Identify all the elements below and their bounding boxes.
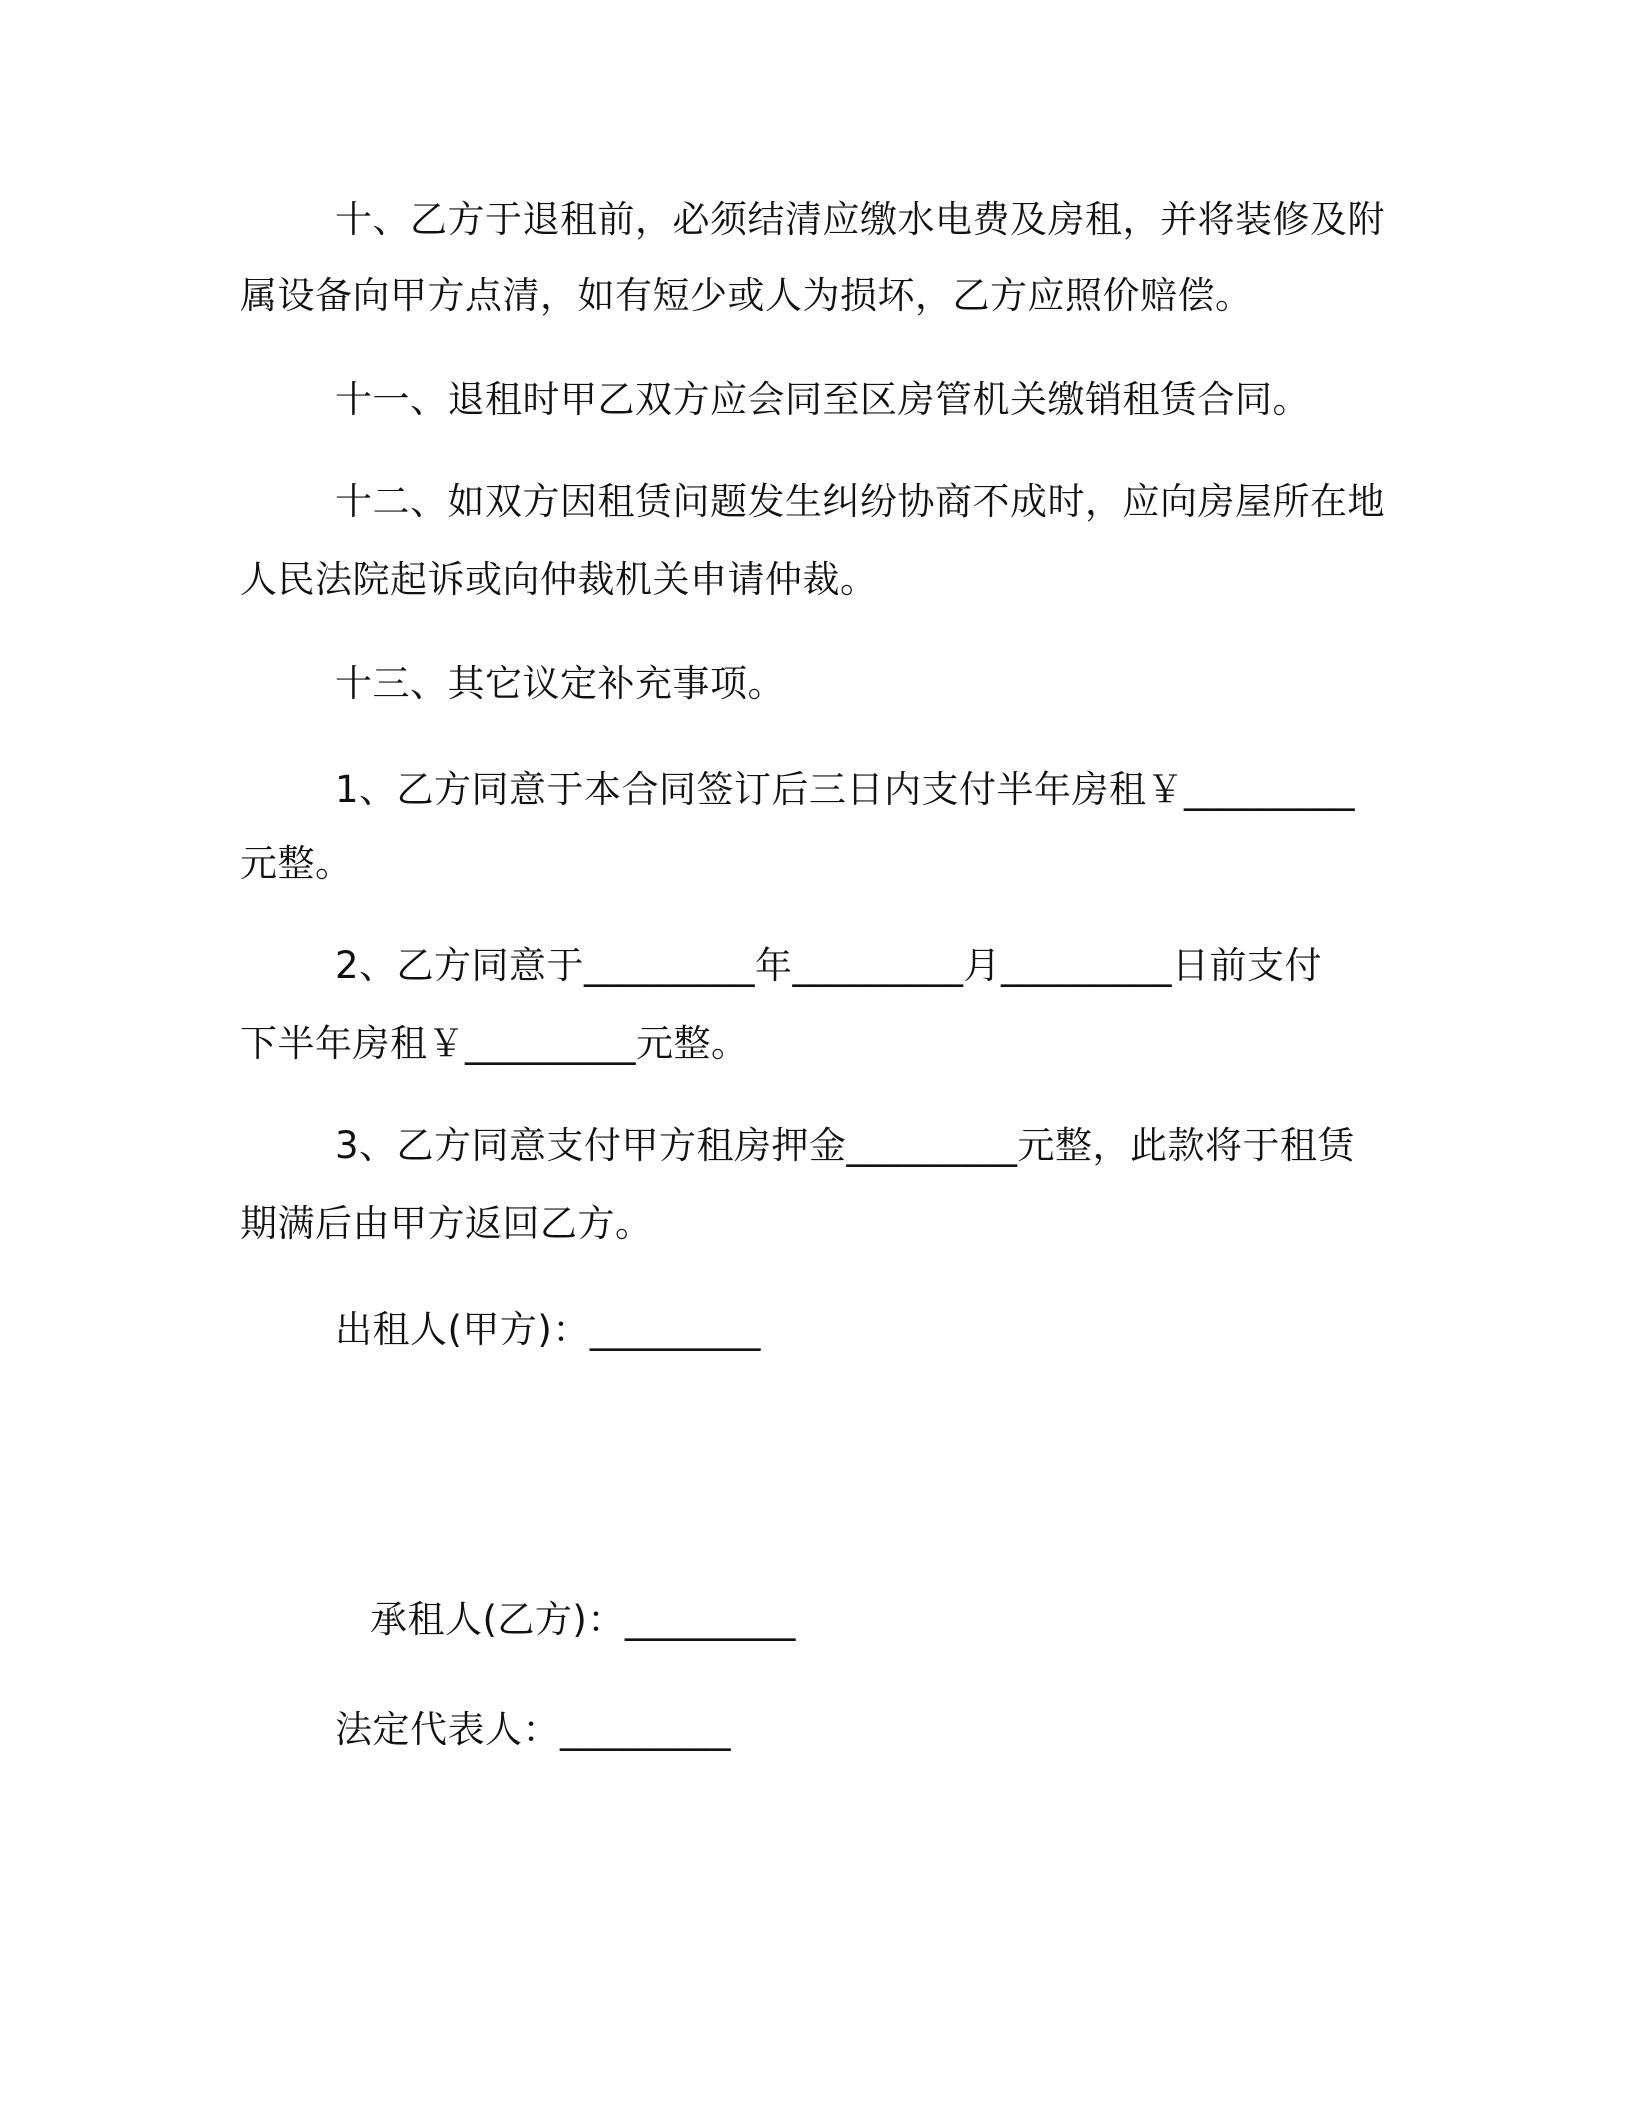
item-2-line-2: 下半年房租￥_________元整。: [240, 1022, 749, 1065]
clause-11-line-1: 十一、退租时甲乙双方应会同至区房管机关缴销租赁合同。: [335, 378, 1310, 421]
item-2-line-1: 2、乙方同意于_________年_________月_________日前支付: [335, 944, 1323, 987]
clause-12-line-1: 十二、如双方因租赁问题发生纠纷协商不成时，应向房屋所在地: [335, 480, 1385, 523]
clause-12-line-2: 人民法院起诉或向仲裁机关申请仲裁。: [240, 558, 878, 601]
clause-13-line-1: 十三、其它议定补充事项。: [335, 662, 785, 705]
clause-10-line-2: 属设备向甲方点清，如有短少或人为损坏，乙方应照价赔偿。: [240, 274, 1253, 317]
item-1-line-2: 元整。: [240, 842, 353, 885]
legal-representative-signature: 法定代表人：_________: [335, 1708, 731, 1751]
item-3-line-1: 3、乙方同意支付甲方租房押金_________元整，此款将于租赁: [335, 1124, 1356, 1167]
item-1-line-1: 1、乙方同意于本合同签订后三日内支付半年房租￥_________: [335, 768, 1356, 811]
item-3-line-2: 期满后由甲方返回乙方。: [240, 1202, 653, 1245]
lessee-signature: 承租人(乙方)：_________: [370, 1598, 796, 1641]
lessor-signature: 出租人(甲方)：_________: [335, 1308, 761, 1351]
clause-10-line-1: 十、乙方于退租前，必须结清应缴水电费及房租，并将装修及附: [335, 198, 1385, 241]
